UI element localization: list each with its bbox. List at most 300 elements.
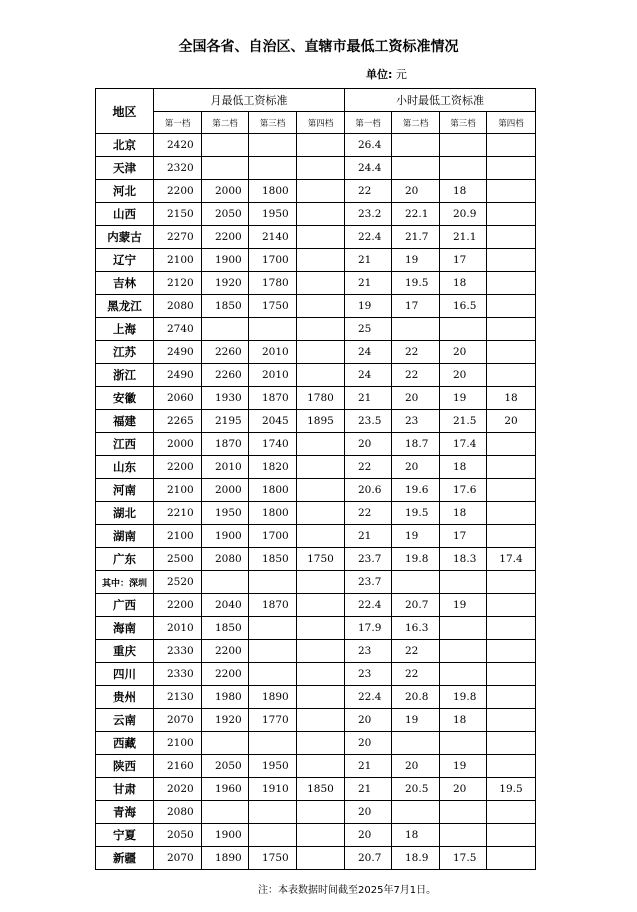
monthly-tier-4-cell <box>297 525 345 548</box>
monthly-tier-1-cell: 2320 <box>154 157 202 180</box>
hourly-tier-4-cell <box>487 341 536 364</box>
table-row <box>96 617 536 640</box>
region-cell: 贵州 <box>96 686 154 709</box>
monthly-tier-2-cell: 1850 <box>202 295 249 318</box>
hourly-tier-2-cell: 20 <box>392 180 440 203</box>
region-cell: 云南 <box>96 709 154 732</box>
hourly-tier-2-cell <box>392 732 440 755</box>
hourly-tier-2-cell: 22 <box>392 341 440 364</box>
unit-caption: 单位: <box>366 68 393 81</box>
monthly-tier-3-cell: 1750 <box>249 295 297 318</box>
region-cell: 江西 <box>96 433 154 456</box>
monthly-tier-4-cell <box>297 341 345 364</box>
hourly-tier-4-cell <box>487 318 536 341</box>
hourly-tier-4-cell: 17.4 <box>487 548 536 571</box>
hourly-tier-3-cell: 17 <box>440 249 487 272</box>
monthly-tier-3-cell <box>249 617 297 640</box>
monthly-tier-4-cell <box>297 755 345 778</box>
monthly-tier-2-cell: 1900 <box>202 249 249 272</box>
monthly-tier-2-cell <box>202 318 249 341</box>
table-row <box>96 663 536 686</box>
hourly-tier-3-cell: 18 <box>440 502 487 525</box>
hourly-tier-4-cell <box>487 640 536 663</box>
hourly-tier-4-cell <box>487 686 536 709</box>
monthly-tier-1-cell: 2420 <box>154 134 202 157</box>
monthly-tier-3-cell: 2045 <box>249 410 297 433</box>
hourly-tier-4-cell <box>487 433 536 456</box>
monthly-tier-1-cell: 2210 <box>154 502 202 525</box>
hourly-tier-4-cell <box>487 824 536 847</box>
monthly-tier-3-cell: 1740 <box>249 433 297 456</box>
hourly-tier-3-cell <box>440 157 487 180</box>
hourly-tier-1-cell: 22.4 <box>345 594 392 617</box>
monthly-tier-2-cell <box>202 801 249 824</box>
region-cell: 河南 <box>96 479 154 502</box>
monthly-tier-2-cell: 2200 <box>202 640 249 663</box>
hourly-tier-1-cell: 25 <box>345 318 392 341</box>
region-cell: 四川 <box>96 663 154 686</box>
region-cell: 内蒙古 <box>96 226 154 249</box>
hourly-tier-3-cell: 19 <box>440 755 487 778</box>
hourly-tier-2-cell <box>392 318 440 341</box>
monthly-tier-1-cell: 2100 <box>154 732 202 755</box>
monthly-tier-1-cell: 2200 <box>154 594 202 617</box>
hourly-tier-4-header: 第四档 <box>487 112 536 134</box>
monthly-tier-2-cell: 1920 <box>202 272 249 295</box>
hourly-tier-1-cell: 20 <box>345 732 392 755</box>
monthly-tier-4-cell: 1750 <box>297 548 345 571</box>
monthly-tier-1-cell: 2330 <box>154 640 202 663</box>
monthly-tier-4-cell <box>297 686 345 709</box>
monthly-tier-2-cell: 2050 <box>202 203 249 226</box>
monthly-tier-4-cell <box>297 709 345 732</box>
hourly-tier-1-cell: 21 <box>345 272 392 295</box>
hourly-tier-1-cell: 22 <box>345 502 392 525</box>
hourly-tier-2-cell <box>392 801 440 824</box>
monthly-tier-4-cell <box>297 847 345 870</box>
region-cell: 甘肃 <box>96 778 154 801</box>
monthly-tier-2-cell: 1980 <box>202 686 249 709</box>
hourly-tier-3-cell: 18 <box>440 272 487 295</box>
hourly-tier-1-cell: 23.5 <box>345 410 392 433</box>
monthly-tier-2-cell: 1890 <box>202 847 249 870</box>
monthly-tier-1-cell: 2100 <box>154 525 202 548</box>
hourly-tier-3-cell <box>440 663 487 686</box>
region-cell: 陕西 <box>96 755 154 778</box>
hourly-tier-4-cell <box>487 295 536 318</box>
hourly-tier-3-cell: 17 <box>440 525 487 548</box>
monthly-tier-3-cell: 1700 <box>249 525 297 548</box>
hourly-tier-3-cell <box>440 732 487 755</box>
monthly-tier-3-cell: 1870 <box>249 594 297 617</box>
region-cell: 安徽 <box>96 387 154 410</box>
region-column-header: 地区 <box>96 89 154 134</box>
monthly-tier-3-cell: 1750 <box>249 847 297 870</box>
monthly-tier-4-header: 第四档 <box>297 112 345 134</box>
hourly-tier-2-cell: 19 <box>392 525 440 548</box>
monthly-tier-1-cell: 2100 <box>154 249 202 272</box>
hourly-tier-2-cell: 20 <box>392 387 440 410</box>
monthly-tier-1-cell: 2150 <box>154 203 202 226</box>
hourly-tier-2-cell: 19.5 <box>392 502 440 525</box>
region-cell: 西藏 <box>96 732 154 755</box>
hourly-tier-1-cell: 22 <box>345 456 392 479</box>
region-cell: 重庆 <box>96 640 154 663</box>
monthly-tier-2-cell: 1930 <box>202 387 249 410</box>
monthly-tier-1-cell: 2070 <box>154 709 202 732</box>
monthly-tier-3-cell <box>249 134 297 157</box>
hourly-tier-3-cell: 16.5 <box>440 295 487 318</box>
hourly-tier-4-cell <box>487 571 536 594</box>
monthly-tier-4-cell: 1895 <box>297 410 345 433</box>
monthly-tier-4-cell <box>297 801 345 824</box>
monthly-tier-2-cell: 2010 <box>202 456 249 479</box>
hourly-tier-4-cell: 20 <box>487 410 536 433</box>
monthly-tier-1-cell: 2490 <box>154 341 202 364</box>
monthly-tier-4-cell: 1850 <box>297 778 345 801</box>
monthly-tier-4-cell <box>297 824 345 847</box>
hourly-tier-2-cell: 21.7 <box>392 226 440 249</box>
table-row <box>96 686 536 709</box>
region-cell: 吉林 <box>96 272 154 295</box>
hourly-tier-1-cell: 24 <box>345 341 392 364</box>
page-title: 全国各省、自治区、直辖市最低工资标准情况 <box>178 39 459 55</box>
monthly-tier-2-cell: 2040 <box>202 594 249 617</box>
monthly-tier-4-cell <box>297 640 345 663</box>
table-row <box>96 755 536 778</box>
hourly-tier-1-cell: 17.9 <box>345 617 392 640</box>
region-cell: 海南 <box>96 617 154 640</box>
monthly-tier-4-cell <box>297 732 345 755</box>
table-row <box>96 456 536 479</box>
monthly-tier-1-header: 第一档 <box>154 112 202 134</box>
hourly-tier-1-cell: 22 <box>345 180 392 203</box>
monthly-tier-4-cell: 1780 <box>297 387 345 410</box>
monthly-tier-2-cell <box>202 732 249 755</box>
table-row <box>96 594 536 617</box>
monthly-tier-3-cell: 1850 <box>249 548 297 571</box>
hourly-tier-3-cell <box>440 640 487 663</box>
hourly-tier-3-cell: 18 <box>440 709 487 732</box>
monthly-tier-3-cell: 1700 <box>249 249 297 272</box>
table-row <box>96 318 536 341</box>
region-cell: 山东 <box>96 456 154 479</box>
hourly-tier-1-cell: 23 <box>345 663 392 686</box>
table-row <box>96 824 536 847</box>
monthly-tier-2-cell: 1850 <box>202 617 249 640</box>
table-row <box>96 249 536 272</box>
table-row <box>96 364 536 387</box>
hourly-tier-3-cell: 20 <box>440 341 487 364</box>
table-row <box>96 295 536 318</box>
region-cell: 广东 <box>96 548 154 571</box>
hourly-tier-2-cell <box>392 571 440 594</box>
monthly-tier-3-cell: 1950 <box>249 755 297 778</box>
hourly-tier-2-cell: 19 <box>392 709 440 732</box>
monthly-tier-2-header: 第二档 <box>202 112 249 134</box>
monthly-tier-3-cell: 2010 <box>249 341 297 364</box>
hourly-tier-4-cell: 18 <box>487 387 536 410</box>
monthly-tier-2-cell <box>202 571 249 594</box>
hourly-tier-1-cell: 20 <box>345 801 392 824</box>
table-row <box>96 525 536 548</box>
hourly-tier-3-cell: 17.5 <box>440 847 487 870</box>
hourly-tier-2-cell: 18 <box>392 824 440 847</box>
hourly-tier-4-cell <box>487 847 536 870</box>
region-cell: 浙江 <box>96 364 154 387</box>
hourly-tier-2-cell: 22 <box>392 364 440 387</box>
monthly-tier-4-cell <box>297 318 345 341</box>
hourly-tier-1-cell: 23 <box>345 640 392 663</box>
hourly-tier-3-cell: 17.6 <box>440 479 487 502</box>
hourly-tier-2-cell: 20 <box>392 755 440 778</box>
region-cell: 黑龙江 <box>96 295 154 318</box>
monthly-tier-2-cell: 2000 <box>202 180 249 203</box>
hourly-tier-3-cell <box>440 824 487 847</box>
hourly-tier-3-cell: 18 <box>440 180 487 203</box>
hourly-tier-3-cell: 21.1 <box>440 226 487 249</box>
hourly-tier-3-cell: 19.8 <box>440 686 487 709</box>
hourly-tier-4-cell <box>487 801 536 824</box>
hourly-tier-3-cell: 17.4 <box>440 433 487 456</box>
monthly-tier-4-cell <box>297 272 345 295</box>
monthly-tier-3-cell <box>249 824 297 847</box>
region-cell: 河北 <box>96 180 154 203</box>
table-row <box>96 847 536 870</box>
monthly-tier-2-cell: 1900 <box>202 824 249 847</box>
table-row <box>96 341 536 364</box>
hourly-tier-3-cell: 18 <box>440 456 487 479</box>
monthly-tier-3-cell <box>249 157 297 180</box>
hourly-tier-1-cell: 20 <box>345 433 392 456</box>
monthly-tier-1-cell: 2265 <box>154 410 202 433</box>
monthly-tier-3-cell: 1950 <box>249 203 297 226</box>
hourly-tier-1-cell: 22.4 <box>345 686 392 709</box>
region-cell: 北京 <box>96 134 154 157</box>
table-row <box>96 410 536 433</box>
region-cell: 山西 <box>96 203 154 226</box>
monthly-tier-1-cell: 2120 <box>154 272 202 295</box>
monthly-tier-1-cell: 2160 <box>154 755 202 778</box>
monthly-tier-3-cell: 1870 <box>249 387 297 410</box>
hourly-tier-2-cell: 18.9 <box>392 847 440 870</box>
monthly-tier-1-cell: 2490 <box>154 364 202 387</box>
unit-label <box>366 66 407 82</box>
hourly-tier-1-cell: 20 <box>345 824 392 847</box>
monthly-tier-3-cell <box>249 732 297 755</box>
table-row <box>96 709 536 732</box>
monthly-tier-1-cell: 2080 <box>154 801 202 824</box>
hourly-tier-1-cell: 23.7 <box>345 548 392 571</box>
monthly-tier-3-cell: 1890 <box>249 686 297 709</box>
monthly-tier-2-cell: 2260 <box>202 364 249 387</box>
hourly-tier-3-cell <box>440 801 487 824</box>
monthly-wage-header: 月最低工资标准 <box>154 89 345 112</box>
monthly-tier-1-cell: 2080 <box>154 295 202 318</box>
monthly-tier-1-cell: 2050 <box>154 824 202 847</box>
monthly-tier-4-cell <box>297 456 345 479</box>
hourly-tier-4-cell <box>487 594 536 617</box>
hourly-tier-4-cell <box>487 249 536 272</box>
monthly-tier-4-cell <box>297 663 345 686</box>
hourly-tier-1-cell: 20 <box>345 709 392 732</box>
region-cell: 宁夏 <box>96 824 154 847</box>
hourly-tier-1-cell: 19 <box>345 295 392 318</box>
region-cell: 青海 <box>96 801 154 824</box>
region-cell: 辽宁 <box>96 249 154 272</box>
monthly-tier-1-cell: 2010 <box>154 617 202 640</box>
region-cell: 江苏 <box>96 341 154 364</box>
hourly-tier-4-cell <box>487 364 536 387</box>
table-row <box>96 433 536 456</box>
monthly-tier-1-cell: 2270 <box>154 226 202 249</box>
hourly-tier-4-cell <box>487 525 536 548</box>
hourly-tier-4-cell <box>487 755 536 778</box>
monthly-tier-1-cell: 2520 <box>154 571 202 594</box>
hourly-tier-2-cell <box>392 134 440 157</box>
region-cell: 湖北 <box>96 502 154 525</box>
monthly-tier-2-cell: 2200 <box>202 663 249 686</box>
hourly-tier-1-cell: 24.4 <box>345 157 392 180</box>
monthly-tier-2-cell: 2000 <box>202 479 249 502</box>
monthly-tier-2-cell: 2050 <box>202 755 249 778</box>
hourly-tier-4-cell <box>487 617 536 640</box>
monthly-tier-4-cell <box>297 479 345 502</box>
hourly-tier-2-cell: 22 <box>392 663 440 686</box>
hourly-tier-1-header: 第一档 <box>345 112 392 134</box>
hourly-tier-4-cell <box>487 272 536 295</box>
hourly-tier-4-cell <box>487 732 536 755</box>
monthly-tier-3-cell <box>249 663 297 686</box>
table-row <box>96 479 536 502</box>
monthly-tier-3-header: 第三档 <box>249 112 297 134</box>
hourly-tier-3-cell: 20.9 <box>440 203 487 226</box>
region-cell: 湖南 <box>96 525 154 548</box>
hourly-tier-3-cell: 20 <box>440 778 487 801</box>
minimum-wage-table <box>95 88 536 870</box>
table-row <box>96 157 536 180</box>
hourly-tier-4-cell <box>487 663 536 686</box>
hourly-tier-4-cell <box>487 456 536 479</box>
hourly-tier-3-cell <box>440 318 487 341</box>
region-cell: 新疆 <box>96 847 154 870</box>
monthly-tier-4-cell <box>297 433 345 456</box>
monthly-tier-1-cell: 2330 <box>154 663 202 686</box>
region-cell: 其中：深圳 <box>96 571 154 594</box>
monthly-tier-2-cell: 2195 <box>202 410 249 433</box>
table-body <box>96 134 536 870</box>
hourly-tier-2-cell: 19.8 <box>392 548 440 571</box>
monthly-tier-4-cell <box>297 134 345 157</box>
table-row <box>96 134 536 157</box>
monthly-tier-3-cell: 2010 <box>249 364 297 387</box>
monthly-tier-1-cell: 2100 <box>154 479 202 502</box>
monthly-tier-3-cell: 2140 <box>249 226 297 249</box>
monthly-tier-4-cell <box>297 571 345 594</box>
hourly-tier-3-header: 第三档 <box>440 112 487 134</box>
table-row <box>96 732 536 755</box>
monthly-tier-3-cell: 1770 <box>249 709 297 732</box>
table-row <box>96 801 536 824</box>
monthly-tier-3-cell: 1800 <box>249 180 297 203</box>
monthly-tier-1-cell: 2070 <box>154 847 202 870</box>
hourly-tier-2-cell: 20.8 <box>392 686 440 709</box>
monthly-tier-3-cell <box>249 640 297 663</box>
hourly-tier-3-cell <box>440 571 487 594</box>
monthly-tier-1-cell: 2740 <box>154 318 202 341</box>
hourly-tier-2-cell <box>392 157 440 180</box>
monthly-tier-4-cell <box>297 617 345 640</box>
monthly-tier-3-cell: 1800 <box>249 479 297 502</box>
hourly-tier-2-cell: 22 <box>392 640 440 663</box>
table-row <box>96 203 536 226</box>
hourly-tier-2-cell: 19.6 <box>392 479 440 502</box>
hourly-tier-1-cell: 21 <box>345 525 392 548</box>
hourly-tier-2-cell: 18.7 <box>392 433 440 456</box>
monthly-tier-1-cell: 2200 <box>154 456 202 479</box>
hourly-tier-3-cell <box>440 134 487 157</box>
region-cell: 福建 <box>96 410 154 433</box>
hourly-tier-4-cell <box>487 203 536 226</box>
hourly-tier-3-cell <box>440 617 487 640</box>
hourly-tier-1-cell: 24 <box>345 364 392 387</box>
monthly-tier-4-cell <box>297 295 345 318</box>
hourly-wage-header: 小时最低工资标准 <box>345 89 536 112</box>
monthly-tier-1-cell: 2500 <box>154 548 202 571</box>
hourly-tier-2-cell: 20.5 <box>392 778 440 801</box>
monthly-tier-1-cell: 2200 <box>154 180 202 203</box>
hourly-tier-2-cell: 23 <box>392 410 440 433</box>
hourly-tier-4-cell: 19.5 <box>487 778 536 801</box>
hourly-tier-3-cell: 19 <box>440 594 487 617</box>
table-row <box>96 778 536 801</box>
monthly-tier-4-cell <box>297 502 345 525</box>
monthly-tier-3-cell: 1820 <box>249 456 297 479</box>
monthly-tier-2-cell <box>202 134 249 157</box>
monthly-tier-4-cell <box>297 249 345 272</box>
monthly-tier-2-cell: 1900 <box>202 525 249 548</box>
hourly-tier-3-cell: 21.5 <box>440 410 487 433</box>
hourly-tier-4-cell <box>487 134 536 157</box>
monthly-tier-2-cell: 2080 <box>202 548 249 571</box>
unit-value: 元 <box>395 68 407 81</box>
hourly-tier-3-cell: 18.3 <box>440 548 487 571</box>
monthly-tier-3-cell: 1780 <box>249 272 297 295</box>
table-row <box>96 548 536 571</box>
hourly-tier-2-cell: 16.3 <box>392 617 440 640</box>
hourly-tier-1-cell: 21 <box>345 778 392 801</box>
monthly-tier-3-cell <box>249 571 297 594</box>
monthly-tier-2-cell: 2200 <box>202 226 249 249</box>
monthly-tier-2-cell: 1920 <box>202 709 249 732</box>
monthly-tier-4-cell <box>297 203 345 226</box>
table-row <box>96 502 536 525</box>
monthly-tier-4-cell <box>297 157 345 180</box>
hourly-tier-4-cell <box>487 157 536 180</box>
hourly-tier-4-cell <box>487 479 536 502</box>
monthly-tier-4-cell <box>297 594 345 617</box>
monthly-tier-3-cell <box>249 801 297 824</box>
hourly-tier-4-cell <box>487 502 536 525</box>
hourly-tier-2-cell: 20 <box>392 456 440 479</box>
monthly-tier-2-cell: 1870 <box>202 433 249 456</box>
hourly-tier-2-cell: 19.5 <box>392 272 440 295</box>
hourly-tier-4-cell <box>487 709 536 732</box>
table-row <box>96 272 536 295</box>
monthly-tier-1-cell: 2020 <box>154 778 202 801</box>
footnote: 注：本表数据时间截至2025年7月1日。 <box>258 885 437 896</box>
monthly-tier-3-cell: 1910 <box>249 778 297 801</box>
